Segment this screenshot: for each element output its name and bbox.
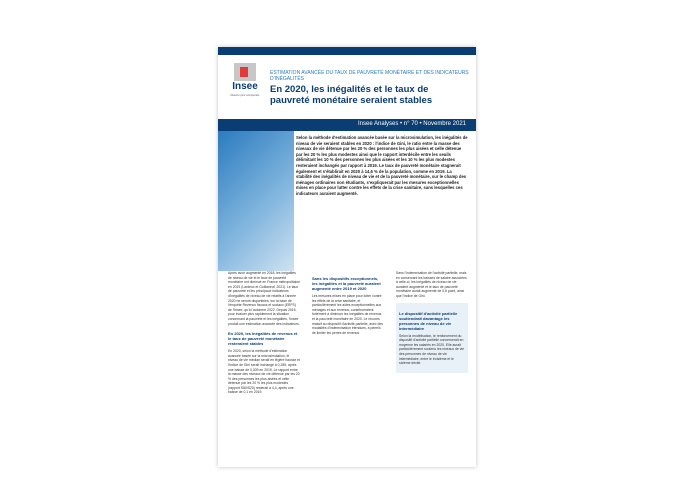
logo-tagline: Mesurer pour comprendre bbox=[230, 94, 260, 97]
column-1 bbox=[228, 271, 300, 399]
column-3-paragraph-2: Selon la modélisation, le renforcement du dispositif d'activité partielle concernerait en moyenne les salariés en 2020. Elle aurait particulièrement soutenu les niveaux de vie des personnes de niveau de vie intermédiaire, entre le troisième et le sixième décile. bbox=[399, 333, 465, 366]
column-1-paragraph-2: En 2020, selon la méthode d'estimation avancée basée sur la microsimulation, le niveau de vie médian serait en légère hausse et l'indice de Gini serait inchangé à 0,289, après une baisse de 0,009 en 2019. Le rapport entre la masse des niveaux de vie détenue par les 20 % des personnes les plus aisées et celle détenue par les 20 % les plus modestes (rapport S80/S20) resterait à 4,4, après une baisse de 0,1 en 2019. bbox=[228, 349, 301, 395]
column-3 bbox=[396, 271, 468, 373]
column-2 bbox=[312, 271, 384, 339]
cover-illustration bbox=[218, 131, 294, 271]
body-columns bbox=[228, 271, 468, 461]
highlight-box bbox=[396, 303, 468, 373]
column-2-heading: Sans les dispositifs exceptionnels, les inégalités et la pauvreté auraient augmenté entre 2019 et 2020 bbox=[312, 276, 381, 291]
report-title: En 2020, les inégalités et le taux de pauvreté monétaire seraient stables bbox=[270, 84, 433, 106]
column-1-paragraph-1: Après avoir augmenté en 2018, les inégalités de niveau de vie et le taux de pauvreté monétaire ont diminué en France métropolitaine en 2019 (Lardeux et Guillaneuf, 2021). Le taux de pauvreté et les principaux indicateurs d'inégalités de niveau de vie relatifs à l'année 2020 ne seront disponibles, sur la base de l'enquête Revenus fiscaux et sociaux (ERFS) de l'Insee, qu'à l'automne 2022. Depuis 2015, pour évaluer plus rapidement la situation concernant la pauvreté et les inégalités, l'Insee produit une estimation avancée des indicateurs. bbox=[228, 271, 300, 326]
insee-logo bbox=[228, 63, 262, 99]
logo-mark-icon bbox=[234, 63, 256, 81]
report-kicker: ESTIMATION AVANCÉE DU TAUX DE PAUVRETÉ MONÉTAIRE ET DES INDICATEURS D'INÉGALITÉS bbox=[270, 70, 469, 82]
top-band bbox=[218, 47, 476, 55]
report-page bbox=[218, 47, 476, 467]
series-band bbox=[218, 119, 476, 131]
abstract-text: Selon la méthode d'estimation avancée basée sur la microsimulation, les inégalités de niveau de vie seraient stables en 2020 : l'indice de Gini, le ratio entre la masse des niveaux de vie détenue par les 20 % des personnes les plus aisées et celle détenue par les 20 % les plus modestes ainsi que le rapport interdécile entre les seuils délimitant les 10 % des personnes les plus aisées et les 10 % les plus modestes resteraient inchangés par rapport à 2019. Le taux de pauvreté monétaire stagnerait également et s'établirait en 2020 à 14,6 % de la population, comme en 2019. La stabilité des inégalités de niveau de vie et de la pauvreté monétaire, sur le champ des ménages ordinaires non étudiants, s'expliquerait par les mesures exceptionnelles mises en place pour lutter contre les effets de la crise sanitaire, sans lesquelles ces indicateurs auraient augmenté. bbox=[296, 135, 468, 196]
series-label: Insee Analyses • n° 70 • Novembre 2021 bbox=[358, 121, 466, 127]
column-3-heading: Le dispositif d'activité partielle soutiendrait davantage les personnes de niveau de vie intermédiaire bbox=[399, 310, 458, 331]
column-2-paragraph-1: Les mesures mises en place pour lutter contre les effets de la crise sanitaire, et particulièrement les aides exceptionnelles aux ménages et aux revenus, contribueraient fortement à diminuer les inégalités de revenus et la pauvreté monétaire en 2020. Le recours massif au dispositif d'activité partielle, avec des modalités d'indemnisation étendues, a permis de limiter les pertes de revenus. bbox=[312, 294, 383, 335]
column-3-paragraph-1: Sans l'indemnisation de l'activité partielle, mais en conservant les baisses de salaire associées à celle-ci, les inégalités de niveau de vie auraient augmenté et le taux de pauvreté monétaire aurait augmenté de 0,6 point, ainsi que l'indice de Gini. bbox=[396, 271, 467, 298]
column-1-heading: En 2020, les inégalités de revenus et le taux de pauvreté monétaire resteraient stables bbox=[228, 331, 298, 347]
logo-wordmark: Insee bbox=[232, 81, 258, 92]
